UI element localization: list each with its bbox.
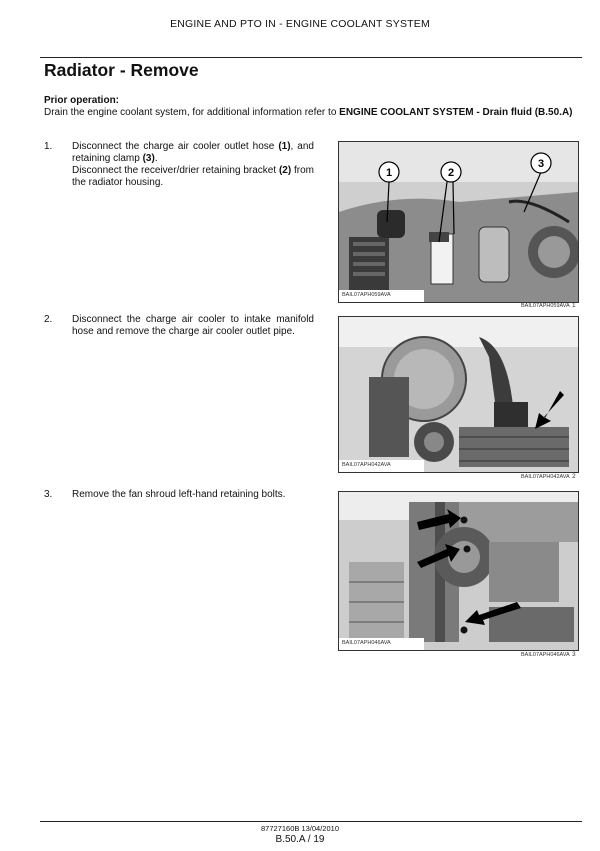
step-text: Disconnect the charge air cooler to intake manifold hose and remove the charge air cooler outlet pipe. bbox=[72, 314, 314, 337]
figure-2-caption: BAIL07APH042AVA bbox=[521, 474, 570, 480]
prior-operation-body: Drain the engine coolant system, for additional information refer to bbox=[44, 107, 340, 118]
prior-operation-text bbox=[44, 107, 580, 119]
callout-ref: (1) bbox=[278, 141, 291, 152]
prior-operation-reference: ENGINE COOLANT SYSTEM - Drain fluid (B.50.A) bbox=[339, 107, 573, 118]
callout-2: 2 bbox=[447, 167, 455, 179]
engine-photo-2 bbox=[339, 317, 578, 472]
step-1-line-2 bbox=[72, 165, 314, 189]
text-run: Disconnect the charge air cooler outlet hose bbox=[72, 141, 279, 152]
footer-document-id: 87727160B 13/04/2010 bbox=[261, 824, 339, 833]
step-1 bbox=[44, 141, 314, 189]
prior-operation-label: Prior operation: bbox=[44, 95, 120, 106]
header-rule bbox=[40, 57, 582, 58]
step-text: Remove the fan shroud left-hand retaining bolts. bbox=[72, 489, 286, 500]
figure-2-number: 2 bbox=[572, 473, 576, 480]
figure-1-caption-inner: BAIL07APH059AVA bbox=[342, 292, 391, 298]
figure-2-caption-inner: BAIL07APH042AVA bbox=[342, 462, 391, 468]
engine-photo-1 bbox=[339, 142, 578, 302]
figure-3-caption: BAIL07APH046AVA bbox=[521, 652, 570, 658]
step-3 bbox=[44, 489, 314, 501]
step-number: 3. bbox=[44, 489, 53, 500]
figure-1-number: 1 bbox=[572, 302, 576, 309]
figure-3-caption-inner: BAIL07APH046AVA bbox=[342, 640, 391, 646]
figure-2-photo bbox=[338, 316, 579, 473]
callout-1: 1 bbox=[385, 167, 393, 179]
page-title: Radiator - Remove bbox=[44, 60, 199, 80]
figure-1-caption: BAIL07APH059AVA bbox=[521, 303, 570, 309]
step-number: 1. bbox=[44, 141, 53, 152]
figure-1-photo bbox=[338, 141, 579, 303]
footer-page-number: B.50.A / 19 bbox=[275, 834, 325, 845]
running-header: ENGINE AND PTO IN - ENGINE COOLANT SYSTEM bbox=[170, 18, 430, 30]
text-run: . bbox=[154, 153, 158, 164]
step-number: 2. bbox=[44, 314, 53, 325]
text-run: Disconnect the receiver/drier retaining bracket bbox=[72, 165, 279, 176]
callout-3: 3 bbox=[537, 158, 545, 170]
engine-photo-3 bbox=[339, 492, 578, 650]
step-2 bbox=[44, 314, 314, 338]
figure-3-photo bbox=[338, 491, 579, 651]
callout-ref: (3) bbox=[142, 153, 155, 164]
step-1-line-1 bbox=[72, 141, 314, 165]
callout-ref: (2) bbox=[278, 165, 292, 176]
step-text bbox=[72, 141, 314, 189]
figure-3-number: 3 bbox=[572, 651, 576, 658]
text-run: , and retaining clamp bbox=[72, 141, 314, 164]
footer-rule bbox=[40, 821, 582, 822]
text-run: from the radiator housing. bbox=[72, 165, 315, 188]
